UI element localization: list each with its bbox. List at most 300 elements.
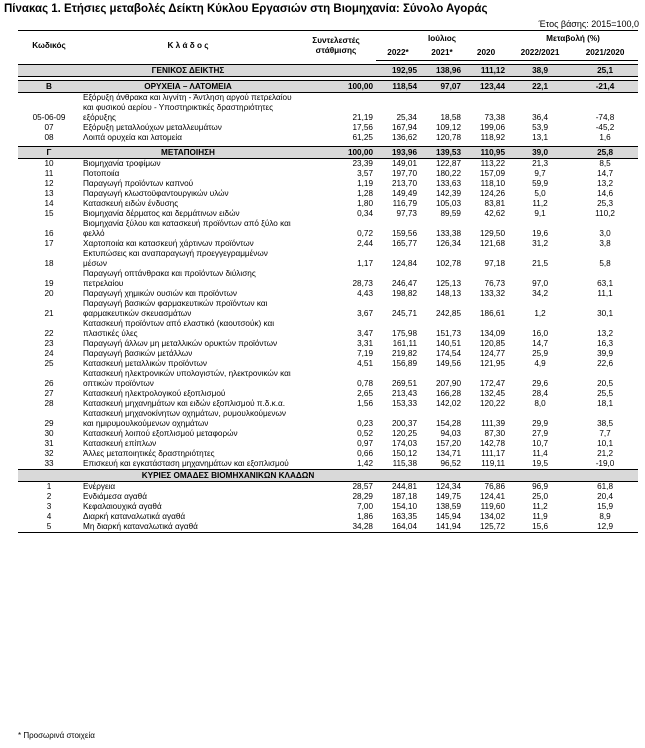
row-change-2022-2021: 1,2	[534, 309, 546, 318]
row-weight: 1,17	[357, 259, 373, 268]
row-weight: 21,19	[352, 113, 373, 122]
row-change-2022-2021: 9,7	[534, 169, 546, 178]
footnote: * Προσωρινά στοιχεία	[18, 731, 95, 740]
row-value-2022: 246,47	[391, 279, 417, 288]
band-change-2022-2021: 39,0	[508, 147, 572, 159]
row-value-2022: 245,71	[391, 309, 417, 318]
row-value-2020: 119,11	[481, 459, 506, 468]
band-empty	[508, 470, 572, 482]
row-change-2021-2020: 21,2	[597, 449, 613, 458]
table-row	[18, 93, 638, 124]
row-weight: 0,97	[357, 439, 373, 448]
row-change-2021-2020: 15,9	[597, 502, 613, 511]
row-value-2022: 149,01	[391, 159, 417, 168]
row-label: Εξόρυξη άνθρακα και λιγνίτη - Άντληση αργού πετρελαίου και φυσικού αερίου - Υποστηρικτικές δραστηριότητες εξόρυξης	[83, 93, 292, 122]
row-value-2020: 134,02	[479, 512, 506, 521]
band-value-2022: 118,54	[376, 81, 420, 93]
row-weight: 3,47	[357, 329, 373, 338]
row-label: Εξόρυξη μεταλλούχων μεταλλευμάτων	[83, 123, 222, 132]
row-change-2022-2021: 19,6	[532, 229, 548, 238]
row-value-2021: 89,59	[440, 209, 461, 218]
row-code: 20	[44, 289, 54, 298]
row-label: Βιομηχανία ξύλου και κατασκευή προϊόντων από ξύλο και φελλό	[83, 219, 291, 238]
row-value-2020: 133,32	[479, 289, 506, 298]
row-code: 22	[44, 329, 54, 338]
row-value-2020: 121,95	[479, 359, 506, 368]
row-value-2021: 145,94	[435, 512, 461, 521]
band-label: ΜΕΤΑΠΟΙΗΣΗ	[80, 147, 296, 159]
turnover-table	[18, 30, 638, 533]
row-change-2022-2021: 34,2	[532, 289, 548, 298]
row-value-2020: 87,30	[484, 429, 506, 438]
row-label: Κατασκευή μηχανημάτων και ειδών εξοπλισμού π.δ.κ.α.	[83, 399, 286, 408]
row-code: 08	[44, 133, 54, 142]
row-value-2022: 269,51	[391, 379, 417, 388]
row-value-2020: 83,81	[484, 199, 506, 208]
row-value-2022: 154,10	[391, 502, 417, 511]
table-row	[18, 199, 638, 209]
band-empty	[464, 470, 508, 482]
row-change-2022-2021: 4,9	[534, 359, 546, 368]
row-value-2021: 120,78	[435, 133, 461, 142]
band-label: ΓΕΝΙΚΟΣ ΔΕΙΚΤΗΣ	[80, 65, 296, 77]
row-change-2022-2021: 27,9	[532, 429, 548, 438]
header-change-2022-2021: 2022/2021	[508, 46, 572, 61]
table-title: Πίνακας 1. Ετήσιες μεταβολές Δείκτη Κύκλου Εργασιών στη Βιομηχανία: Σύνολο Αγοράς	[4, 3, 488, 15]
table-row	[18, 522, 638, 533]
row-label: Κατασκευή ηλεκτρολογικού εξοπλισμού	[83, 389, 226, 398]
row-code: 13	[44, 189, 54, 198]
row-value-2022: 164,04	[376, 522, 420, 533]
row-value-2021: 149,56	[435, 359, 461, 368]
table-row	[18, 449, 638, 459]
row-weight: 1,56	[357, 399, 373, 408]
row-change-2021-2020: 20,5	[597, 379, 613, 388]
row-value-2021: 207,90	[435, 379, 461, 388]
row-code: 21	[44, 309, 54, 318]
row-value-2022: 124,84	[391, 259, 417, 268]
row-weight: 0,78	[357, 379, 373, 388]
row-label: Κατασκευή λοιπού εξοπλισμού μεταφορών	[83, 429, 238, 438]
table-row	[18, 339, 638, 349]
row-value-2020: 124,77	[479, 349, 506, 358]
row-value-2020: 111,39	[481, 419, 506, 428]
header-weights: Συντελεστές στάθμισης	[312, 35, 360, 55]
row-label: Κεφαλαιουχικά αγαθά	[83, 502, 162, 511]
band-empty	[420, 470, 464, 482]
row-change-2021-2020: 13,2	[597, 179, 613, 188]
row-value-2021: 242,85	[435, 309, 461, 318]
header-2020: 2020	[464, 46, 508, 61]
row-weight: 28,73	[352, 279, 373, 288]
band-empty	[572, 470, 638, 482]
row-label: Διαρκή καταναλωτικά αγαθά	[83, 512, 186, 521]
row-value-2020: 97,18	[484, 259, 506, 268]
row-value-2022: 244,81	[391, 482, 417, 491]
row-change-2021-2020: 12,9	[572, 522, 638, 533]
row-change-2022-2021: 29,6	[532, 379, 548, 388]
row-value-2020: 199,06	[479, 123, 506, 132]
row-code: 1	[46, 482, 52, 491]
header-2021: 2021*	[420, 46, 464, 61]
manufacturing-band-row	[18, 147, 638, 159]
row-weight: 0,72	[357, 229, 373, 238]
row-change-2021-2020: 1,6	[599, 133, 611, 142]
row-change-2022-2021: 25,9	[532, 349, 548, 358]
band-change-2022-2021: 22,1	[508, 81, 572, 93]
band-change-2021-2020: 25,8	[572, 147, 638, 159]
row-value-2020: 132,45	[479, 389, 506, 398]
row-weight: 2,65	[357, 389, 373, 398]
row-change-2022-2021: 28,4	[532, 389, 548, 398]
row-value-2021: 180,22	[435, 169, 461, 178]
row-value-2021: 148,13	[435, 289, 461, 298]
row-weight: 23,39	[352, 159, 373, 168]
row-change-2021-2020: 3,8	[599, 239, 611, 248]
header-code: Κωδικός	[32, 40, 66, 50]
row-code: 24	[44, 349, 54, 358]
row-code: 32	[44, 449, 54, 458]
row-change-2022-2021: 59,9	[532, 179, 548, 188]
row-change-2022-2021: 5,0	[534, 189, 546, 198]
row-value-2022: 161,11	[392, 339, 417, 348]
header-july: Ιούλιος	[427, 33, 457, 43]
row-value-2022: 219,82	[391, 349, 417, 358]
row-value-2020: 186,61	[479, 309, 506, 318]
row-change-2022-2021: 13,1	[532, 133, 548, 142]
table-row	[18, 269, 638, 289]
row-code: 31	[44, 439, 54, 448]
row-value-2021: 154,28	[435, 419, 461, 428]
table-row	[18, 349, 638, 359]
row-change-2021-2020: 63,1	[597, 279, 613, 288]
row-weight: 3,31	[357, 339, 373, 348]
row-value-2020: 125,72	[464, 522, 508, 533]
manufacturing-section	[18, 147, 638, 470]
table-row	[18, 169, 638, 179]
row-change-2022-2021: 31,2	[532, 239, 548, 248]
general-index-row	[18, 65, 638, 77]
row-change-2021-2020: -74,8	[595, 113, 615, 122]
row-weight: 1,86	[357, 512, 373, 521]
row-value-2022: 213,43	[391, 389, 417, 398]
mining-band-row	[18, 81, 638, 93]
row-change-2022-2021: 21,3	[532, 159, 548, 168]
row-value-2021: 96,52	[440, 459, 461, 468]
row-label: Κατασκευή μεταλλικών προϊόντων	[83, 359, 207, 368]
row-change-2022-2021: 15,6	[508, 522, 572, 533]
row-change-2021-2020: 25,5	[597, 389, 613, 398]
table-row	[18, 239, 638, 249]
band-change-2022-2021: 38,9	[508, 65, 572, 77]
row-value-2020: 134,09	[479, 329, 506, 338]
row-value-2021: 122,87	[435, 159, 461, 168]
row-label: Παραγωγή βασικών μετάλλων	[83, 349, 193, 358]
row-change-2022-2021: 9,1	[534, 209, 546, 218]
row-value-2021: 125,13	[435, 279, 461, 288]
row-code: 5	[18, 522, 80, 533]
row-weight: 7,19	[357, 349, 373, 358]
row-value-2022: 153,33	[391, 399, 417, 408]
band-value-2021: 97,07	[420, 81, 464, 93]
row-value-2022: 175,98	[391, 329, 417, 338]
row-change-2021-2020: 20,4	[597, 492, 613, 501]
row-change-2022-2021: 11,2	[532, 199, 548, 208]
row-value-2020: 129,50	[479, 229, 506, 238]
row-value-2021: 18,58	[440, 113, 461, 122]
row-change-2022-2021: 11,2	[532, 502, 548, 511]
row-code: 26	[44, 379, 54, 388]
row-value-2022: 200,37	[391, 419, 417, 428]
row-change-2022-2021: 16,0	[532, 329, 548, 338]
row-value-2021: 142,02	[435, 399, 461, 408]
row-change-2022-2021: 14,7	[532, 339, 548, 348]
row-change-2021-2020: 5,8	[599, 259, 611, 268]
row-value-2020: 124,26	[479, 189, 506, 198]
row-label: Παραγωγή χημικών ουσιών και προϊόντων	[83, 289, 238, 298]
band-value-2021: 138,96	[420, 65, 464, 77]
row-weight: 3,57	[357, 169, 373, 178]
row-label: Άλλες μεταποιητικές δραστηριότητες	[83, 449, 215, 458]
table-row	[18, 133, 638, 143]
row-change-2022-2021: 11,9	[532, 512, 548, 521]
base-year-note: Έτος βάσης: 2015=100,0	[538, 19, 639, 29]
row-label: Ενδιάμεσα αγαθά	[83, 492, 147, 501]
row-code: 28	[44, 399, 54, 408]
row-value-2022: 163,35	[391, 512, 417, 521]
row-change-2022-2021: 11,4	[532, 449, 548, 458]
header-2022: 2022*	[376, 46, 420, 61]
row-weight: 1,80	[357, 199, 373, 208]
row-change-2021-2020: 22,6	[597, 359, 613, 368]
row-label: Εκτυπώσεις και αναπαραγωγή προεγγεγραμμένων μέσων	[83, 249, 268, 268]
row-weight: 4,51	[357, 359, 373, 368]
row-label: Παραγωγή οπτάνθρακα και προϊόντων διύλισης πετρελαίου	[83, 269, 256, 288]
table-row	[18, 189, 638, 199]
row-change-2022-2021: 53,9	[532, 123, 548, 132]
row-code: 15	[44, 209, 54, 218]
row-code: 23	[44, 339, 54, 348]
row-value-2021: 157,20	[435, 439, 461, 448]
band-value-2020: 110,95	[464, 147, 508, 159]
row-weight: 0,66	[357, 449, 373, 458]
row-weight: 28,29	[352, 492, 373, 501]
row-value-2021: 134,71	[435, 449, 461, 458]
row-weight: 34,28	[296, 522, 376, 533]
table-row	[18, 123, 638, 133]
row-value-2020: 111,17	[481, 449, 506, 458]
row-value-2022: 136,62	[391, 133, 417, 142]
row-change-2022-2021: 29,9	[532, 419, 548, 428]
row-value-2020: 73,38	[484, 113, 506, 122]
table-row	[18, 289, 638, 299]
row-value-2022: 156,89	[391, 359, 417, 368]
table-row	[18, 249, 638, 269]
row-value-2021: 151,73	[435, 329, 461, 338]
row-value-2020: 120,85	[479, 339, 506, 348]
row-label: Κατασκευή μηχανοκίνητων οχημάτων, ρυμουλκούμενων και ημιρυμουλκούμενων οχημάτων	[83, 409, 286, 428]
row-code: 29	[44, 419, 54, 428]
row-value-2022: 198,82	[391, 289, 417, 298]
row-value-2020: 113,22	[480, 159, 506, 168]
row-change-2021-2020: 14,6	[597, 189, 613, 198]
band-weight: 100,00	[296, 81, 376, 93]
row-value-2022: 149,49	[391, 189, 417, 198]
row-weight: 61,25	[352, 133, 373, 142]
table-row	[18, 319, 638, 339]
row-code: 30	[44, 429, 54, 438]
row-label: Ποτοποιία	[83, 169, 120, 178]
row-code: 3	[46, 502, 52, 511]
row-value-2020: 76,73	[484, 279, 506, 288]
header-sector: Κ λ ά δ ο ς	[167, 40, 209, 50]
row-weight: 0,52	[357, 429, 373, 438]
row-value-2022: 150,12	[391, 449, 417, 458]
row-weight: 2,44	[357, 239, 373, 248]
row-value-2021: 174,54	[435, 349, 461, 358]
row-value-2021: 140,51	[435, 339, 461, 348]
row-value-2020: 124,41	[479, 492, 506, 501]
row-weight: 3,67	[357, 309, 373, 318]
row-code: 18	[44, 259, 54, 268]
row-code: 33	[44, 459, 54, 468]
table-row	[18, 492, 638, 502]
row-value-2021: 142,39	[435, 189, 461, 198]
row-label: Κατασκευή προϊόντων από ελαστικό (καουτσούκ) και πλαστικές ύλες	[83, 319, 275, 338]
row-change-2021-2020: 8,9	[599, 512, 611, 521]
table-row	[18, 209, 638, 219]
row-label: Παραγωγή κλωστοϋφαντουργικών υλών	[83, 189, 229, 198]
row-change-2021-2020: 11,1	[597, 289, 613, 298]
row-change-2021-2020: 7,7	[599, 429, 611, 438]
row-change-2021-2020: 14,7	[597, 169, 613, 178]
table-row	[18, 159, 638, 170]
row-change-2021-2020: 3,0	[599, 229, 611, 238]
band-value-2022: 192,95	[376, 65, 420, 77]
row-code: 10	[44, 159, 54, 168]
row-value-2021: 141,94	[420, 522, 464, 533]
row-value-2022: 25,34	[396, 113, 417, 122]
row-change-2022-2021: 21,5	[532, 259, 548, 268]
row-value-2021: 124,34	[435, 482, 461, 491]
row-value-2022: 213,70	[391, 179, 417, 188]
row-label: Παραγωγή βασικών φαρμακευτικών προϊόντων και φαρμακευτικών σκευασμάτων	[83, 299, 268, 318]
row-weight: 1,28	[357, 189, 373, 198]
row-code: 11	[44, 169, 54, 178]
row-change-2021-2020: 10,1	[597, 439, 613, 448]
band-label: ΟΡΥΧΕΙΑ – ΛΑΤΟΜΕΙΑ	[80, 81, 296, 93]
row-value-2022: 165,77	[391, 239, 417, 248]
row-value-2021: 109,12	[435, 123, 461, 132]
band-change-2021-2020: 25,1	[572, 65, 638, 77]
row-value-2022: 174,03	[391, 439, 417, 448]
row-label: Παραγωγή άλλων μη μεταλλικών ορυκτών προϊόντων	[83, 339, 278, 348]
row-code: 16	[44, 229, 54, 238]
band-code	[18, 65, 80, 77]
table-row	[18, 429, 638, 439]
row-value-2022: 197,70	[391, 169, 417, 178]
row-change-2021-2020: 61,8	[597, 482, 613, 491]
row-value-2020: 172,47	[479, 379, 506, 388]
row-code: 17	[44, 239, 54, 248]
row-code: 27	[44, 389, 54, 398]
row-change-2021-2020: 38,5	[597, 419, 613, 428]
row-change-2022-2021: 96,9	[532, 482, 548, 491]
band-code: B	[18, 81, 80, 93]
table-row	[18, 299, 638, 319]
row-value-2020: 76,86	[484, 482, 506, 491]
row-change-2021-2020: 30,1	[597, 309, 613, 318]
row-weight: 0,34	[357, 209, 373, 218]
row-value-2021: 94,03	[440, 429, 461, 438]
row-value-2021: 126,34	[435, 239, 461, 248]
row-change-2021-2020: 13,2	[597, 329, 613, 338]
row-value-2021: 133,63	[435, 179, 461, 188]
row-value-2021: 105,03	[435, 199, 461, 208]
row-value-2020: 157,09	[479, 169, 506, 178]
band-value-2021: 139,53	[420, 147, 464, 159]
row-label: Παραγωγή προϊόντων καπνού	[83, 179, 194, 188]
row-change-2022-2021: 8,0	[534, 399, 546, 408]
row-label: Επισκευή και εγκατάσταση μηχανημάτων και εξοπλισμού	[83, 459, 289, 468]
row-value-2022: 159,56	[391, 229, 417, 238]
band-value-2020: 123,44	[464, 81, 508, 93]
row-value-2020: 121,68	[479, 239, 506, 248]
row-change-2022-2021: 36,4	[532, 113, 548, 122]
row-label: Βιομηχανία δέρματος και δερμάτινων ειδών	[83, 209, 240, 218]
row-weight: 4,43	[357, 289, 373, 298]
row-change-2022-2021: 25,0	[532, 492, 548, 501]
band-weight	[296, 65, 376, 77]
row-value-2020: 119,60	[480, 502, 506, 511]
row-label: Χαρτοποιία και κατασκευή χάρτινων προϊόντων	[83, 239, 254, 248]
row-code: 25	[44, 359, 54, 368]
row-weight: 1,19	[357, 179, 373, 188]
row-label: Ενέργεια	[83, 482, 116, 491]
row-value-2021: 166,28	[435, 389, 461, 398]
table-row	[18, 439, 638, 449]
row-change-2021-2020: 25,3	[597, 199, 613, 208]
row-value-2022: 115,38	[392, 459, 417, 468]
row-change-2021-2020: 8,5	[599, 159, 611, 168]
row-weight: 28,57	[352, 482, 373, 491]
row-value-2021: 138,59	[435, 502, 461, 511]
band-empty	[376, 470, 420, 482]
row-label: Βιομηχανία τροφίμων	[83, 159, 161, 168]
row-change-2022-2021: 10,7	[532, 439, 548, 448]
table-row	[18, 219, 638, 239]
row-change-2021-2020: 18,1	[597, 399, 613, 408]
table-row	[18, 512, 638, 522]
table-row	[18, 359, 638, 369]
row-code: 14	[44, 199, 54, 208]
general-index-section	[18, 61, 638, 81]
table-row	[18, 409, 638, 429]
row-change-2021-2020: 39,9	[597, 349, 613, 358]
table-row	[18, 459, 638, 470]
table-row	[18, 389, 638, 399]
row-value-2021: 149,75	[435, 492, 461, 501]
row-value-2020: 42,62	[484, 209, 506, 218]
row-change-2021-2020: -19,0	[595, 459, 615, 468]
industry-groups-band-row	[18, 470, 638, 482]
row-code: 07	[44, 123, 54, 132]
band-change-2021-2020: -21,4	[572, 81, 638, 93]
table-row	[18, 399, 638, 409]
header-change: Μεταβολή (%)	[546, 33, 600, 43]
row-value-2020: 120,22	[479, 399, 506, 408]
band-label: ΚΥΡΙΕΣ ΟΜΑΔΕΣ ΒΙΟΜΗΧΑΝΙΚΩΝ ΚΛΑΔΩΝ	[80, 470, 376, 482]
